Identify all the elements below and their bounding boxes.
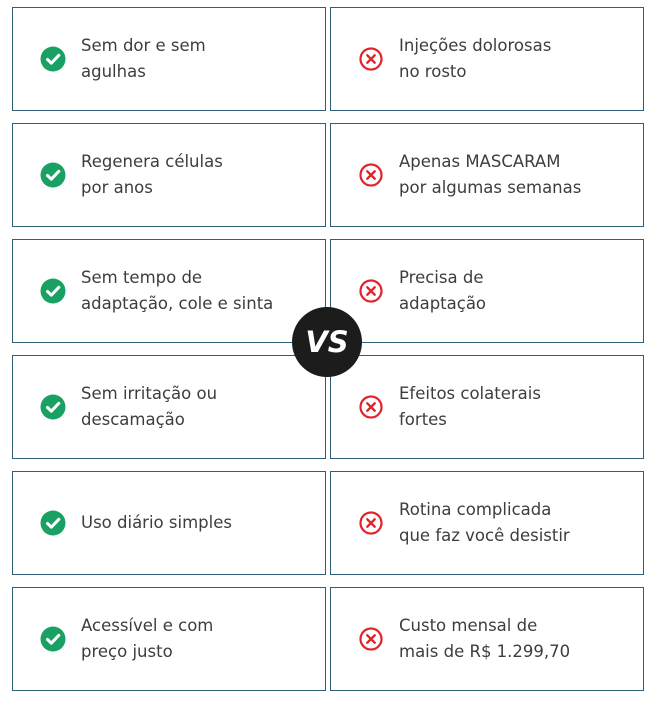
x-circle-icon (358, 46, 384, 72)
pro-text: Acessível e com preço justo (81, 616, 214, 661)
comparison-row (0, 587, 654, 693)
vs-badge: VS (292, 307, 362, 377)
x-circle-icon (358, 626, 384, 652)
check-circle-icon (40, 278, 66, 304)
pro-card (12, 355, 326, 459)
pro-text: Sem tempo de adaptação, cole e sinta (81, 268, 274, 313)
x-circle-icon (358, 510, 384, 536)
check-circle-icon (40, 626, 66, 652)
con-card (330, 471, 644, 575)
x-circle-icon (358, 394, 384, 420)
pro-text: Regenera células por anos (81, 152, 223, 197)
con-card (330, 123, 644, 227)
check-circle-icon (40, 162, 66, 188)
con-text: Efeitos colaterais fortes (399, 384, 541, 429)
pro-card (12, 239, 326, 343)
con-card (330, 355, 644, 459)
pro-card (12, 7, 326, 111)
con-text: Injeções dolorosas no rosto (399, 36, 552, 81)
con-text: Rotina complicada que faz você desistir (399, 500, 570, 545)
comparison-row (0, 7, 654, 113)
x-circle-icon (358, 278, 384, 304)
pro-card (12, 123, 326, 227)
check-circle-icon (40, 46, 66, 72)
comparison-row (0, 123, 654, 229)
con-text: Apenas MASCARAM por algumas semanas (399, 152, 582, 197)
pro-text: Sem dor e sem agulhas (81, 36, 206, 81)
pro-card (12, 471, 326, 575)
con-card (330, 7, 644, 111)
x-circle-icon (358, 162, 384, 188)
check-circle-icon (40, 394, 66, 420)
con-card (330, 239, 644, 343)
pro-text: Sem irritação ou descamação (81, 384, 218, 429)
con-card (330, 587, 644, 691)
con-text: Precisa de adaptação (399, 268, 487, 313)
pro-card (12, 587, 326, 691)
pro-text: Uso diário simples (81, 513, 232, 532)
check-circle-icon (40, 510, 66, 536)
comparison-row (0, 471, 654, 577)
con-text: Custo mensal de mais de R$ 1.299,70 (399, 616, 571, 661)
